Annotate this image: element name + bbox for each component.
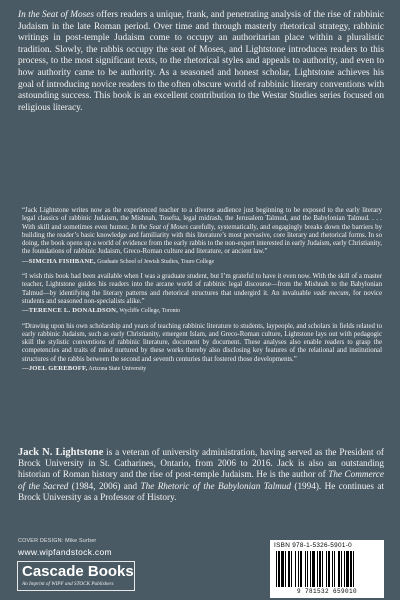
barcode-bar xyxy=(328,551,330,587)
endorser-name: —TERENCE L. DONALDSON, xyxy=(22,307,118,315)
endorsement-2 xyxy=(22,273,382,315)
book-title: The Commerce of the Sacred xyxy=(18,469,384,491)
endorser-name: —SIMCHA FISHBANE, xyxy=(22,257,96,265)
endorsement-attribution xyxy=(22,258,382,266)
barcode-bar xyxy=(288,551,290,587)
barcode-bar xyxy=(300,551,302,587)
publisher-name: Cascade Books xyxy=(22,563,134,580)
quote-italic: In the Seat of Moses xyxy=(130,223,188,231)
quote-text: “Jack Lightstone writes now as the experienced teacher to a diverse audience just beginning to be exposed to the early literary legal classics of rabbinic Judaism, the Mishnah, Tosefta, legal midrash, the Jerusalem Talmud, and the Babylonian Talmud. . . . With skill and sometimes even humor, xyxy=(22,207,382,231)
endorsement-attribution xyxy=(22,365,382,373)
barcode-bar xyxy=(310,551,311,587)
quote-text: carefully, systematically, and engagingly breaks down the barriers by building the reader’s basic knowledge and familiarity with this literature’s most pervasive, core literary and rhetorical forms. In so doing, the book opens up a world of evidence from the early rabbis to the non-expert interested in early Judaism, early Christianity, the foundations of rabbinic Judaism, Greco-Roman culture and literature, or ancient law.” xyxy=(22,223,382,256)
barcode-bar xyxy=(291,551,292,587)
quote-text: “I wish this book had been available when I was a graduate student, but I’m grateful to have it even now. With the skill of a master teacher, Lightstone guides his readers into the arcane world of rabbinic legal discourse—from the Mishnah to the Babylonian Talmud—by identifying the literary patterns and rhetorical structures that undergird it. An invaluable xyxy=(22,273,382,297)
endorsements xyxy=(22,207,382,380)
barcode-bar xyxy=(346,551,349,587)
book-description xyxy=(18,10,384,114)
barcode-bar xyxy=(285,551,286,587)
endorser-affiliation: Arizona State University xyxy=(87,366,147,373)
barcode-bar xyxy=(353,551,354,587)
barcode-bar xyxy=(312,551,315,587)
isbn-barcode xyxy=(270,540,384,598)
barcode-bar xyxy=(305,551,306,587)
barcode-bar xyxy=(276,551,277,587)
endorser-affiliation: Graduate School of Jewish Studies, Touro College xyxy=(95,258,215,265)
barcode-bar xyxy=(344,551,345,587)
barcode-icon xyxy=(276,551,378,587)
publisher-imprint: An Imprint of WIPF and STOCK Publishers xyxy=(22,581,114,587)
barcode-bar xyxy=(326,551,327,587)
barcode-bar xyxy=(295,551,296,587)
bio-text: (1984, 2006) and xyxy=(68,480,141,491)
barcode-bar xyxy=(278,551,280,587)
barcode-bar xyxy=(350,551,352,587)
cover-design-credit: COVER DESIGN: Mike Surber xyxy=(18,538,97,544)
barcode-bar xyxy=(332,551,333,587)
quote-text: “Drawing upon his own scholarship and years of teaching rabbinic literature to students, laypeople, and scholars in fields related to early rabbinic Judaism, such as early Christianity, emergent Islam, and Greco-Roman culture, Lightstone lays out with pedagogic skill the stylistic conventions of rabbinic literature, document by document. These analyses also enable readers to grasp the competencies and traits of mind nurtured by these works thereby also disclosing key features of the relational and institutional structures of the rabbis between the second and seventh centuries that fostered those developments.” xyxy=(22,322,382,363)
footer xyxy=(0,536,400,600)
author-name: Jack N. Lightstone xyxy=(18,447,104,458)
endorsement-1 xyxy=(22,207,382,266)
barcode-bar xyxy=(307,551,308,587)
endorser-name: —JOEL GEREBOFF, xyxy=(22,365,88,373)
barcode-bar xyxy=(338,551,340,587)
barcode-bar xyxy=(317,551,318,587)
quote-italic: vade mecum xyxy=(313,289,349,297)
description-text: offers readers a unique, frank, and penetrating analysis of the rise of rabbinic Judaism in the late Roman period. Over time and through masterly rhetorical strategy, rabbinic writings in post-temple Judaism come to occupy an authoritarian place within a pluralistic tradition. Slowly, the rabbis occupy the seat of Moses, and Lightstone introduces readers to this process, to the most significant texts, to the rhetorical styles and appeals to authority, and even to how authority came to be authority. As a seasoned and honest scholar, Lightstone achieves his goal of introducing novice readers to the often obscure world of rabbinic literary conventions with astounding success. This book is an excellent contribution to the Westar Studies series focused on religious literacy. xyxy=(18,10,384,113)
barcode-bar xyxy=(334,551,335,587)
barcode-bar xyxy=(341,551,342,587)
endorser-affiliation: Wycliffe College, Toronto xyxy=(118,308,181,315)
endorsement-attribution xyxy=(22,307,382,315)
book-title: The Rhetoric of the Babylonian Talmud xyxy=(140,480,291,491)
book-title-italic: In the Seat of Moses xyxy=(18,10,94,20)
isbn-label: ISBN 978-1-5326-5901-0 xyxy=(274,542,353,549)
endorsement-3 xyxy=(22,323,382,374)
barcode-bar xyxy=(281,551,284,587)
barcode-bar xyxy=(322,551,323,587)
barcode-number: 9 781532 659010 xyxy=(296,588,357,595)
quote-text: , for novice students and seasoned non-specialists alike.” xyxy=(22,289,383,305)
publisher-logo xyxy=(17,561,135,591)
bio-text: is a veteran of university administration, having served as the President of Brock University in St. Catharines, Ontario, from 2006 to 2016. Jack is also an outstanding historian of Roman history and the rise of post-temple Judaism. He is the author of xyxy=(18,447,384,480)
barcode-bar xyxy=(319,551,321,587)
bio-text: (1994). He continues at Brock University as a Professor of History. xyxy=(18,480,384,502)
publisher-website: www.wipfandstock.com xyxy=(18,547,112,557)
barcode-bar xyxy=(298,551,299,587)
author-bio xyxy=(18,447,384,503)
